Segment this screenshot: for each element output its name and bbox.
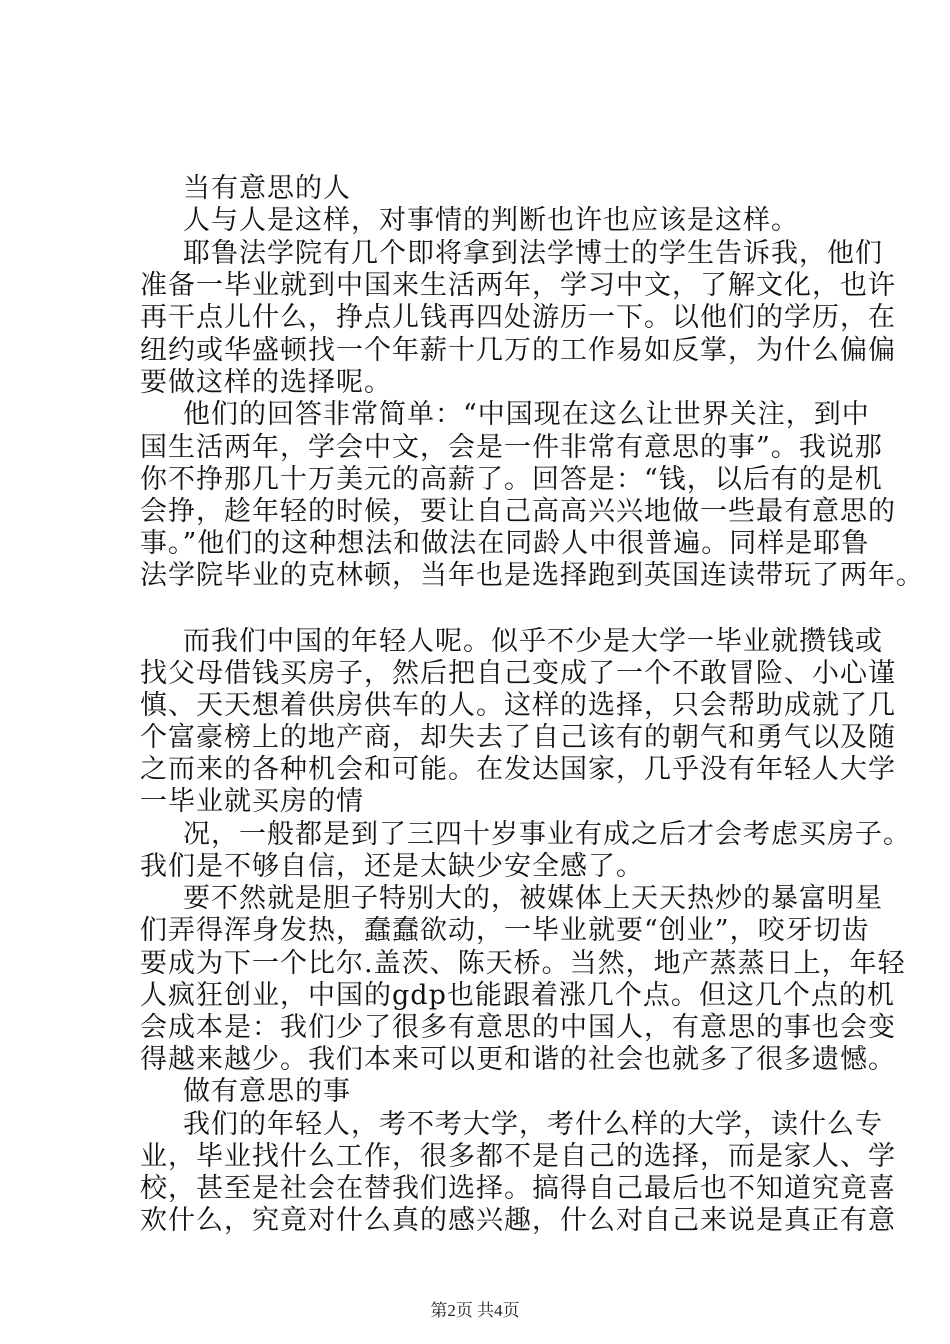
text-line: 会挣，趁年轻的时候，要让自己高高兴兴地做一些最有意思的 bbox=[140, 496, 896, 527]
text-line: 会成本是：我们少了很多有意思的中国人，有意思的事也会变 bbox=[140, 1012, 896, 1043]
text-line: 要做这样的选择呢。 bbox=[140, 367, 392, 398]
text-line: 准备一毕业就到中国来生活两年，学习中文，了解文化，也许 bbox=[140, 270, 896, 301]
text-line: 国生活两年，学会中文，会是一件非常有意思的事”。我说那 bbox=[140, 432, 883, 463]
text-line: 要不然就是胆子特别大的，被媒体上天天热炒的暴富明星 bbox=[183, 883, 883, 914]
text-line: 人与人是这样，对事情的判断也许也应该是这样。 bbox=[183, 205, 799, 236]
text-line: 们弄得浑身发热，蠢蠢欲动，一毕业就要“创业”，咬牙切齿 bbox=[140, 915, 870, 946]
text-line: 找父母借钱买房子，然后把自己变成了一个不敢冒险、小心谨 bbox=[140, 658, 896, 689]
text-line: 一毕业就买房的情 bbox=[140, 786, 364, 817]
text-line: 纽约或华盛顿找一个年薪十几万的工作易如反掌，为什么偏偏 bbox=[140, 335, 896, 366]
text-line: 你不挣那几十万美元的高薪了。回答是：“钱，以后有的是机 bbox=[140, 464, 883, 495]
text-line: 校，甚至是社会在替我们选择。搞得自己最后也不知道究竟喜 bbox=[140, 1173, 896, 1204]
text-line: 我们是不够自信，还是太缺少安全感了。 bbox=[140, 851, 644, 882]
text-line: 而我们中国的年轻人呢。似乎不少是大学一毕业就攒钱或 bbox=[183, 626, 883, 657]
text-line: 法学院毕业的克林顿，当年也是选择跑到英国连读带玩了两年。 bbox=[140, 560, 924, 591]
text-line: 欢什么，究竟对什么真的感兴趣，什么对自己来说是真正有意 bbox=[140, 1205, 896, 1236]
text-line: 况，一般都是到了三四十岁事业有成之后才会考虑买房子。 bbox=[183, 819, 911, 850]
section-heading: 当有意思的人 bbox=[183, 173, 351, 204]
text-line: 之而来的各种机会和可能。在发达国家，几乎没有年轻人大学 bbox=[140, 754, 896, 785]
text-line: 个富豪榜上的地产商，却失去了自己该有的朝气和勇气以及随 bbox=[140, 722, 896, 753]
text-line: 再干点儿什么，挣点儿钱再四处游历一下。以他们的学历，在 bbox=[140, 302, 896, 333]
page-number-footer: 第2页 共4页 bbox=[430, 1301, 520, 1320]
text-line: 业，毕业找什么工作，很多都不是自己的选择，而是家人、学 bbox=[140, 1141, 896, 1172]
text-line: 我们的年轻人，考不考大学，考什么样的大学，读什么专 bbox=[183, 1109, 883, 1140]
text-line: 事。”他们的这种想法和做法在同龄人中很普遍。同样是耶鲁 bbox=[140, 528, 870, 559]
text-line: 人疯狂创业，中国的gdp也能跟着涨几个点。但这几个点的机 bbox=[140, 980, 895, 1011]
text-line: 他们的回答非常简单：“中国现在这么让世界关注，到中 bbox=[183, 399, 870, 430]
text-line: 得越来越少。我们本来可以更和谐的社会也就多了很多遗憾。 bbox=[140, 1044, 896, 1075]
text-line: 耶鲁法学院有几个即将拿到法学博士的学生告诉我，他们 bbox=[183, 238, 883, 269]
text-line: 慎、天天想着供房供车的人。这样的选择，只会帮助成就了几 bbox=[140, 690, 896, 721]
section-heading: 做有意思的事 bbox=[183, 1076, 351, 1107]
text-line: 要成为下一个比尔.盖茨、陈天桥。当然，地产蒸蒸日上，年轻 bbox=[140, 948, 906, 979]
